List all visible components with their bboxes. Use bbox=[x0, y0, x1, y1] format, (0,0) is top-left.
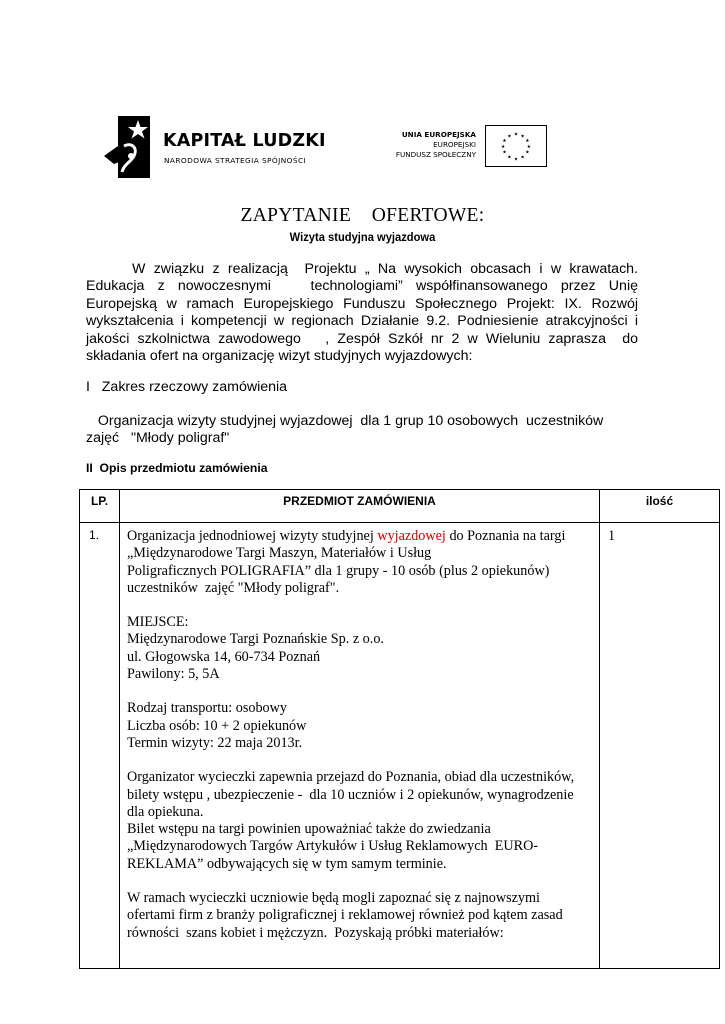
header-qty: ilość bbox=[600, 490, 720, 523]
place-line: ul. Głogowska 14, 60-734 Poznań bbox=[127, 648, 321, 665]
logo-subtitle: NARODOWA STRATEGIA SPÓJNOŚCI bbox=[164, 156, 307, 165]
svg-text:★: ★ bbox=[513, 157, 519, 163]
organizer-line: bilety wstępu , ubezpieczenie - dla 10 uczniów i 2 opiekunów, wynagrodzenie bbox=[127, 786, 574, 803]
subject-line: uczestników zajęć "Młody poligraf". bbox=[127, 579, 340, 596]
svg-text:★: ★ bbox=[520, 155, 525, 161]
order-table bbox=[79, 489, 720, 969]
organizer-line: dla opiekuna. bbox=[127, 803, 204, 820]
section-heading-1: I Zakres rzeczowy zamówienia bbox=[86, 379, 288, 395]
intro-line: wykształcenia i kompetencji w regionach Działanie 9.2. Podniesienie atrakcyjności i bbox=[86, 313, 638, 330]
svg-text:★: ★ bbox=[502, 139, 507, 145]
scope-line: Organizacja wizyty studyjnej wyjazdowej dla 1 grup 10 osobowych uczestników bbox=[86, 413, 604, 429]
svg-text:★: ★ bbox=[525, 150, 530, 156]
table-row bbox=[80, 523, 720, 969]
scope-paragraph bbox=[86, 413, 603, 448]
organizer-line: „Międzynarodowych Targów Artykułów i Usług Reklamowych EURO- bbox=[127, 838, 539, 855]
eu-line-2: EUROPEJSKI bbox=[433, 140, 476, 149]
svg-text:★: ★ bbox=[520, 134, 525, 140]
cell-lp: 1. bbox=[80, 523, 120, 969]
organizer-line: REKLAMA” odbywających się w tym samym terminie. bbox=[127, 855, 447, 872]
svg-text:★: ★ bbox=[507, 155, 512, 161]
intro-line: składania ofert na organizację wizyt studyjnych wyjazdowych: bbox=[86, 347, 473, 364]
svg-text:★: ★ bbox=[507, 134, 512, 140]
place-line: Międzynarodowe Targi Poznańskie Sp. z o.o. bbox=[127, 631, 384, 648]
intro-line: Edukacja z nowoczesnymi technologiami” współfinansowanego przez Unię bbox=[86, 278, 638, 295]
final-line: równości szans kobiet i mężczyzn. Pozyskają próbki materiałów: bbox=[127, 924, 504, 941]
subject-line: Organizacja jednodniowej wizyty studyjnej wyjazdowej do Poznania na targi bbox=[127, 528, 566, 544]
table-header-row bbox=[80, 490, 720, 523]
intro-line: jakości szkolnictwa zawodowego , Zespół Szkół nr 2 w Wieluniu zaprasza do bbox=[86, 330, 638, 347]
highlighted-word: wyjazdowej bbox=[377, 528, 446, 544]
final-line: ofertami firm z branży poligraficznej i reklamowej również pod kątem zasad bbox=[127, 907, 563, 924]
header-lp: LP. bbox=[80, 490, 120, 523]
organizer-line: Organizator wycieczki zapewnia przejazd do Poznania, obiad dla uczestników, bbox=[127, 769, 575, 786]
svg-text:★: ★ bbox=[513, 132, 519, 138]
intro-paragraph bbox=[86, 261, 638, 365]
header-subject: PRZEDMIOT ZAMÓWIENIA bbox=[120, 490, 600, 523]
svg-text:★: ★ bbox=[502, 150, 507, 156]
svg-text:★: ★ bbox=[526, 144, 531, 150]
eu-line-3: FUNDUSZ SPOŁECZNY bbox=[395, 150, 476, 159]
eu-flag-icon bbox=[485, 125, 547, 167]
cell-qty: 1 bbox=[600, 523, 720, 969]
scope-line: zajęć "Młody poligraf" bbox=[86, 430, 230, 447]
intro-line: W związku z realizacją Projektu „ Na wysokich obcasach i w krawatach. bbox=[132, 261, 638, 277]
cell-subject bbox=[120, 523, 600, 969]
section-heading-2: II Opis przedmiotu zamówienia bbox=[86, 461, 268, 475]
transport-line: Liczba osób: 10 + 2 opiekunów bbox=[127, 717, 307, 734]
subject-line: Poligraficznych POLIGRAFIA” dla 1 grupy - 10 osób (plus 2 opiekunów) bbox=[127, 562, 550, 579]
place-line: MIEJSCE: bbox=[127, 614, 189, 631]
final-line: W ramach wycieczki uczniowie będą mogli zapoznać się z najnowszymi bbox=[127, 890, 540, 907]
organizer-line: Bilet wstępu na targi powinien upoważniać także do zwiedzania bbox=[127, 821, 491, 838]
kapital-ludzki-logo-icon bbox=[104, 116, 150, 178]
transport-line: Rodzaj transportu: osobowy bbox=[127, 700, 287, 717]
transport-line: Termin wizyty: 22 maja 2013r. bbox=[127, 734, 303, 751]
svg-text:★: ★ bbox=[525, 139, 530, 145]
subject-line: „Międzynarodowe Targi Maszyn, Materiałów i Usług bbox=[127, 545, 432, 562]
document-title: ZAPYTANIE OFERTOWE: bbox=[240, 205, 485, 226]
intro-line: Europejską w ramach Europejskiego Funduszu Społecznego Projekt: IX. Rozwój bbox=[86, 295, 638, 312]
logo-title: KAPITAŁ LUDZKI bbox=[163, 131, 326, 151]
document-subtitle: Wizyta studyjna wyjazdowa bbox=[289, 230, 436, 244]
eu-line-1: UNIA EUROPEJSKA bbox=[401, 130, 476, 139]
place-line: Pawilony: 5, 5A bbox=[127, 666, 220, 683]
svg-text:★: ★ bbox=[501, 144, 506, 150]
eu-logo-text bbox=[380, 130, 476, 160]
